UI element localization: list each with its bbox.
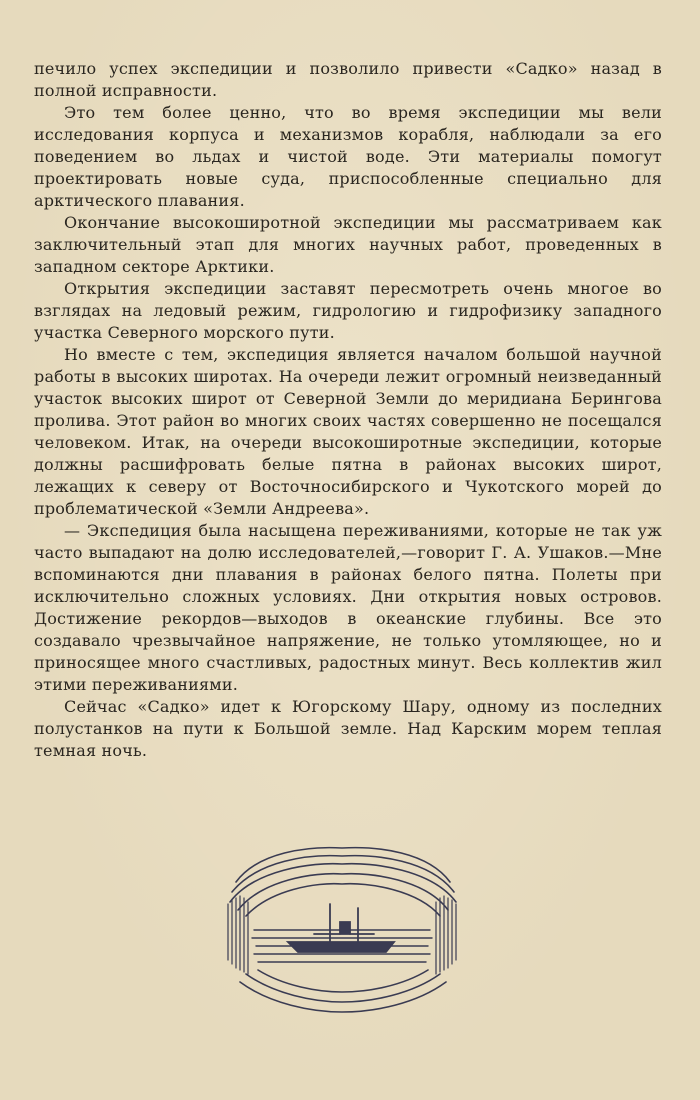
paragraph-6: — Экспедиция была насыщена переживаниями, которые не так уж часто выпадают на долю исследователей,—говорит Г. А. Ушаков.—Мне вспоминаются дни плавания в районах белого пятна. Полеты при исключительно сложных условиях. Дни открытия новых островов. Достижение рекордов—выходов в океанские глубины. Все это создавало чрезвычайное напряжение, не только утомляющее, но и приносящее много счастливых, радостных минут. Весь коллектив жил этими переживаниями. [34,521,662,694]
text-block [34,58,662,762]
paragraph-4: Открытия экспедиции заставят пересмотреть очень многое во взглядах на ледовый режим, гидрологию и гидрофизику западного участка Северного морского пути. [34,279,662,342]
paragraph-3: Окончание высокоширотной экспедиции мы рассматриваем как заключительный этап для многих научных работ, проведенных в западном секторе Арктики. [34,213,662,276]
sky-strokes [230,848,456,916]
paragraph-5: Но вместе с тем, экспедиция является началом большой научной работы в высоких широтах. На очереди лежит огромный неизведанный участок высоких широт от Северной Земли до меридиана Берингова пролива. Этот район во многих своих частях совершенно не посещался человеком. Итак, на очереди высокоширотные экспедиции, которые должны расшифровать белые пятна в районах высоких широт, лежащих к северу от Восточносибирского и Чукотского морей до проблематической «Земли Андреева». [34,345,662,518]
paragraph-2: Это тем более ценно, что во время экспедиции мы вели исследования корпуса и механизмов корабля, наблюдали за его поведением во льдах и чистой воде. Эти материалы помогут проектировать новые суда, приспособленные специально для арктического плавания. [34,103,662,210]
ship-in-ice-engraving [218,842,466,1022]
paragraph-7: Сейчас «Садко» идет к Югорскому Шару, одному из последних полустанков на пути к Большой земле. Над Карским морем теплая темная ночь. [34,697,662,760]
paragraph-1: печило успех экспедиции и позволило привести «Садко» назад в полной исправности. [34,59,662,100]
water-strokes [240,970,446,1012]
ship-silhouette [288,904,394,952]
